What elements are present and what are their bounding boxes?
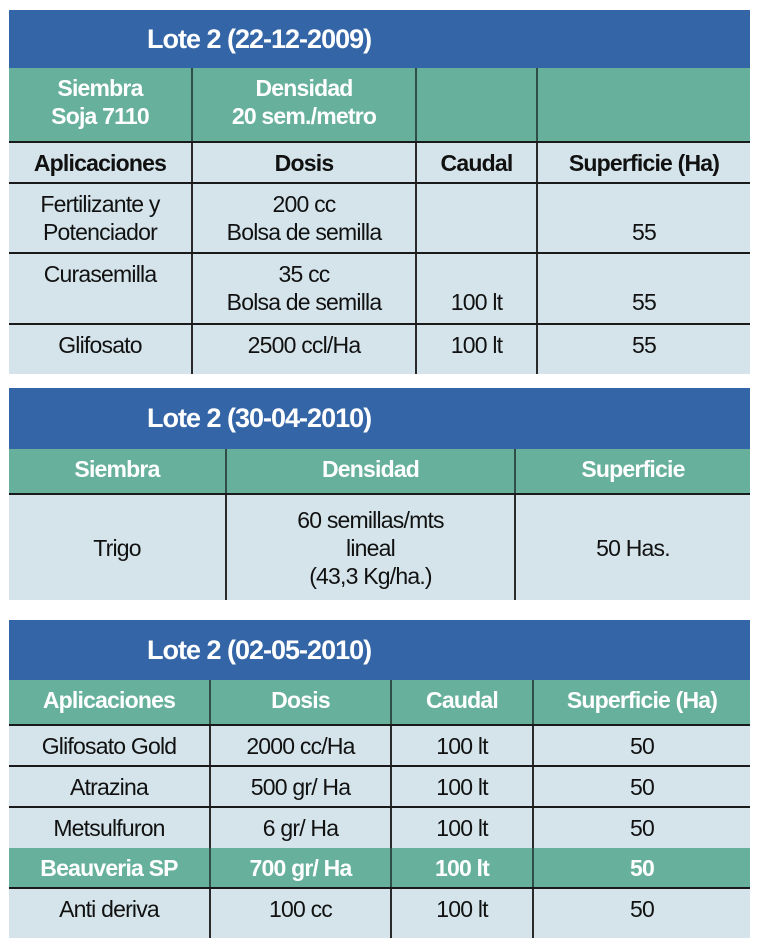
table-cell: Curasemilla bbox=[9, 254, 193, 323]
table-cell: 50 bbox=[630, 855, 654, 881]
table-cell: Superficie bbox=[581, 456, 685, 482]
table-row bbox=[9, 765, 750, 806]
table-cell: 50 bbox=[630, 733, 654, 759]
table-row bbox=[9, 493, 750, 600]
table-cell: 55 bbox=[632, 289, 656, 315]
table-lote2-2010-05 bbox=[9, 620, 750, 938]
table-cell: 2000 cc/Ha bbox=[211, 726, 392, 765]
table-cell: 35 cc Bolsa de semilla bbox=[193, 254, 417, 323]
table-cell: Fertilizante y Potenciador bbox=[9, 184, 193, 252]
table-cell bbox=[417, 68, 538, 141]
table-header-row bbox=[9, 449, 750, 493]
table-row bbox=[9, 141, 750, 182]
table-row bbox=[9, 887, 750, 938]
table-title: Lote 2 (30-04-2010) bbox=[9, 388, 750, 449]
table-cell: Aplicaciones bbox=[9, 680, 211, 724]
table-cell: 6 gr/ Ha bbox=[211, 808, 392, 848]
table-cell: Caudal bbox=[417, 143, 538, 182]
table-cell: Beauveria SP bbox=[9, 848, 211, 887]
table-cell: 100 lt bbox=[392, 808, 534, 848]
table-cell: 100 lt bbox=[392, 889, 534, 938]
table-cell: Siembra Soja 7110 bbox=[9, 68, 193, 141]
table-cell: Dosis bbox=[193, 143, 417, 182]
table-cell: 500 gr/ Ha bbox=[211, 767, 392, 806]
table-header-row bbox=[9, 68, 750, 141]
table-cell: 100 lt bbox=[417, 254, 538, 323]
table-title: Lote 2 (22-12-2009) bbox=[9, 10, 750, 68]
table-cell: 60 semillas/mts lineal (43,3 Kg/ha.) bbox=[227, 495, 516, 600]
table-cell: 700 gr/ Ha bbox=[211, 848, 392, 887]
table-cell: 2500 ccl/Ha bbox=[193, 325, 417, 374]
table-cell: 50 Has. bbox=[596, 534, 670, 561]
table-cell: Densidad bbox=[227, 449, 516, 493]
table-cell: 100 lt bbox=[392, 848, 534, 887]
table-cell: Glifosato Gold bbox=[9, 726, 211, 765]
table-cell: Glifosato bbox=[9, 325, 193, 374]
table-cell: 100 lt bbox=[392, 726, 534, 765]
table-cell bbox=[538, 68, 750, 141]
table-cell: Caudal bbox=[392, 680, 534, 724]
table-row bbox=[9, 848, 750, 887]
table-cell: 50 bbox=[630, 815, 654, 841]
table-title: Lote 2 (02-05-2010) bbox=[9, 620, 750, 680]
table-cell: Siembra bbox=[9, 449, 227, 493]
table-cell: Dosis bbox=[211, 680, 392, 724]
table-row bbox=[9, 323, 750, 374]
table-lote2-2009 bbox=[9, 10, 750, 374]
table-cell: 200 cc Bolsa de semilla bbox=[193, 184, 417, 252]
table-cell: Trigo bbox=[9, 495, 227, 600]
table-cell bbox=[417, 184, 538, 252]
table-cell: Metsulfuron bbox=[9, 808, 211, 848]
table-cell: Anti deriva bbox=[9, 889, 211, 938]
table-cell: Superficie (Ha) bbox=[566, 687, 718, 713]
table-row bbox=[9, 252, 750, 323]
table-row bbox=[9, 182, 750, 252]
table-cell: 100 lt bbox=[417, 325, 538, 374]
table-row bbox=[9, 724, 750, 765]
table-cell: 100 lt bbox=[392, 767, 534, 806]
table-cell: 55 bbox=[632, 219, 656, 245]
table-cell: Superficie (Ha) bbox=[568, 150, 720, 176]
table-row bbox=[9, 806, 750, 848]
table-cell: Densidad 20 sem./metro bbox=[193, 68, 417, 141]
table-cell: Atrazina bbox=[9, 767, 211, 806]
table-cell: 50 bbox=[630, 774, 654, 800]
table-cell: Aplicaciones bbox=[9, 143, 193, 182]
table-cell: 50 bbox=[630, 896, 654, 922]
table-lote2-2010-04 bbox=[9, 388, 750, 600]
table-header-row bbox=[9, 680, 750, 724]
table-cell: 100 cc bbox=[211, 889, 392, 938]
table-cell: 55 bbox=[632, 332, 656, 358]
